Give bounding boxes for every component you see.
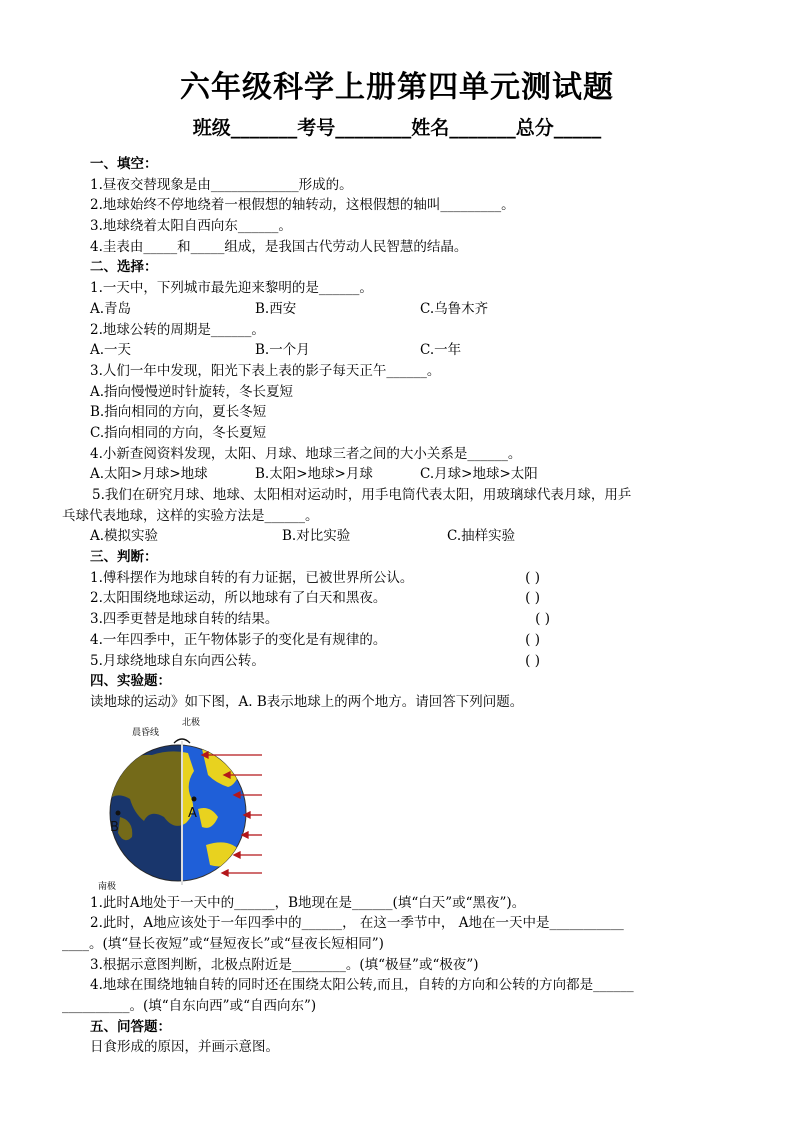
- student-info-line: 班级_______考号________姓名_______总分_____: [192, 117, 602, 139]
- answer-brackets: ( ): [535, 611, 550, 628]
- option-a: A.一天: [90, 342, 132, 359]
- option-b: B.西安: [255, 300, 297, 317]
- option-a: A.太阳>月球>地球: [90, 466, 208, 483]
- option-c: C.乌鲁木齐: [420, 300, 489, 317]
- option-c: C.一年: [420, 342, 462, 359]
- experiment-question-4-line-1: 4.地球在围绕地轴自转的同时还在围绕太阳公转,而且，自转的方向和公转的方向都是______: [90, 977, 634, 994]
- terminator-label: 晨昏线: [132, 727, 160, 738]
- experiment-question-3: 3.根据示意图判断，北极点附近是________。(填“极昼”或“极夜”): [90, 956, 479, 973]
- page-title: 六年级科学上册第四单元测试题: [180, 70, 614, 105]
- point-a-marker: [192, 796, 197, 801]
- experiment-question-2-line-2: ____。(填“昼长夜短”或“昼短夜长”或“昼夜长短相同”): [62, 935, 384, 952]
- judge-text: 2.太阳围绕地球运动，所以地球有了白天和黑夜。: [90, 590, 387, 607]
- option-c: C.月球>地球>太阳: [420, 466, 538, 483]
- experiment-question-1: 1.此时A地处于一天中的______，B地现在是______(填“白天”或“黑夜”)。: [90, 894, 526, 911]
- choice-question-5-line-1: 5.我们在研究月球、地球、太阳相对运动时，用手电筒代表太阳，用玻璃球代表月球，用乒: [92, 487, 632, 503]
- judge-text: 4.一年四季中，正午物体影子的变化是有规律的。: [90, 631, 387, 648]
- judge-text: 5.月球绕地球自东向西公转。: [90, 652, 265, 669]
- answer-brackets: ( ): [525, 652, 540, 669]
- experiment-question-4-line-2: __________。(填“自东向西”或“自西向东”): [62, 998, 317, 1014]
- option-b: B.太阳>地球>月球: [255, 466, 373, 483]
- fill-question-4: 4.圭表由_____和_____组成，是我国古代劳动人民智慧的结晶。: [90, 238, 468, 255]
- section-heading-fill: 一、填空：: [90, 156, 158, 172]
- choice-question-3: 3.人们一年中发现，阳光下表上表的影子每天正午______。: [90, 362, 441, 379]
- fill-question-2: 2.地球始终不停地绕着一根假想的轴转动，这根假想的轴叫_________。: [90, 197, 515, 214]
- option-b: B.对比实验: [282, 528, 351, 545]
- night-side: [90, 713, 182, 893]
- point-b-marker: [116, 810, 121, 815]
- option-c: C.抽样实验: [447, 528, 516, 545]
- north-pole-label: 北极: [182, 717, 201, 728]
- qa-question: 日食形成的原因，并画示意图。: [90, 1039, 279, 1056]
- fill-question-3: 3.地球绕着太阳自西向东______。: [90, 218, 292, 235]
- option-a: A.指向慢慢逆时针旋转，冬长夏短: [90, 383, 294, 400]
- judge-item-5: [90, 651, 540, 672]
- answer-brackets: ( ): [525, 569, 540, 586]
- choice-question-2: 2.地球公转的周期是______。: [90, 321, 265, 338]
- choice-question-5-line-2: 乓球代表地球，这样的实验方法是______。: [62, 507, 319, 524]
- section-heading-judge: 三、判断：: [90, 549, 158, 566]
- choice-options-2: [90, 340, 740, 361]
- point-b-label: B: [110, 819, 119, 835]
- choice-options-1: [90, 299, 740, 320]
- test-content: [62, 154, 740, 1058]
- judge-item-3: [90, 609, 550, 630]
- section-heading-experiment: 四、实验题：: [90, 673, 171, 690]
- judge-text: 1.傅科摆作为地球自转的有力证据，已被世界所公认。: [90, 569, 414, 586]
- option-a: A.模拟实验: [90, 528, 159, 545]
- option-a: A.青岛: [90, 300, 132, 317]
- earth-diagram: [90, 713, 740, 893]
- choice-options-5: [90, 526, 740, 547]
- judge-item-2: [90, 588, 540, 609]
- section-heading-qa: 五、问答题：: [90, 1018, 171, 1035]
- experiment-question-2-line-1: 2.此时，A地应该处于一年四季中的______， 在这一季节中， A地在一天中是___________: [90, 915, 624, 932]
- judge-item-1: [90, 568, 540, 589]
- experiment-intro: 读地球的运动》如下图，A. B表示地球上的两个地方。请回答下列问题。: [90, 693, 524, 710]
- choice-question-1: 1.一天中，下列城市最先迎来黎明的是______。: [90, 280, 373, 297]
- option-b: B.指向相同的方向，夏长冬短: [90, 404, 267, 421]
- option-b: B.一个月: [255, 342, 310, 359]
- south-pole-label: 南极: [98, 881, 117, 892]
- answer-brackets: ( ): [525, 590, 540, 607]
- section-heading-choice: 二、选择：: [90, 259, 158, 276]
- choice-options-4: [90, 464, 740, 485]
- choice-question-4: 4.小新查阅资料发现，太阳、月球、地球三者之间的大小关系是______。: [90, 445, 522, 462]
- fill-question-1: 1.昼夜交替现象是由_____________形成的。: [90, 176, 353, 193]
- answer-brackets: ( ): [525, 631, 540, 648]
- option-c: C.指向相同的方向，冬长夏短: [90, 424, 267, 441]
- judge-item-4: [90, 630, 540, 651]
- judge-text: 3.四季更替是地球自转的结果。: [90, 611, 279, 628]
- point-a-label: A: [188, 805, 197, 821]
